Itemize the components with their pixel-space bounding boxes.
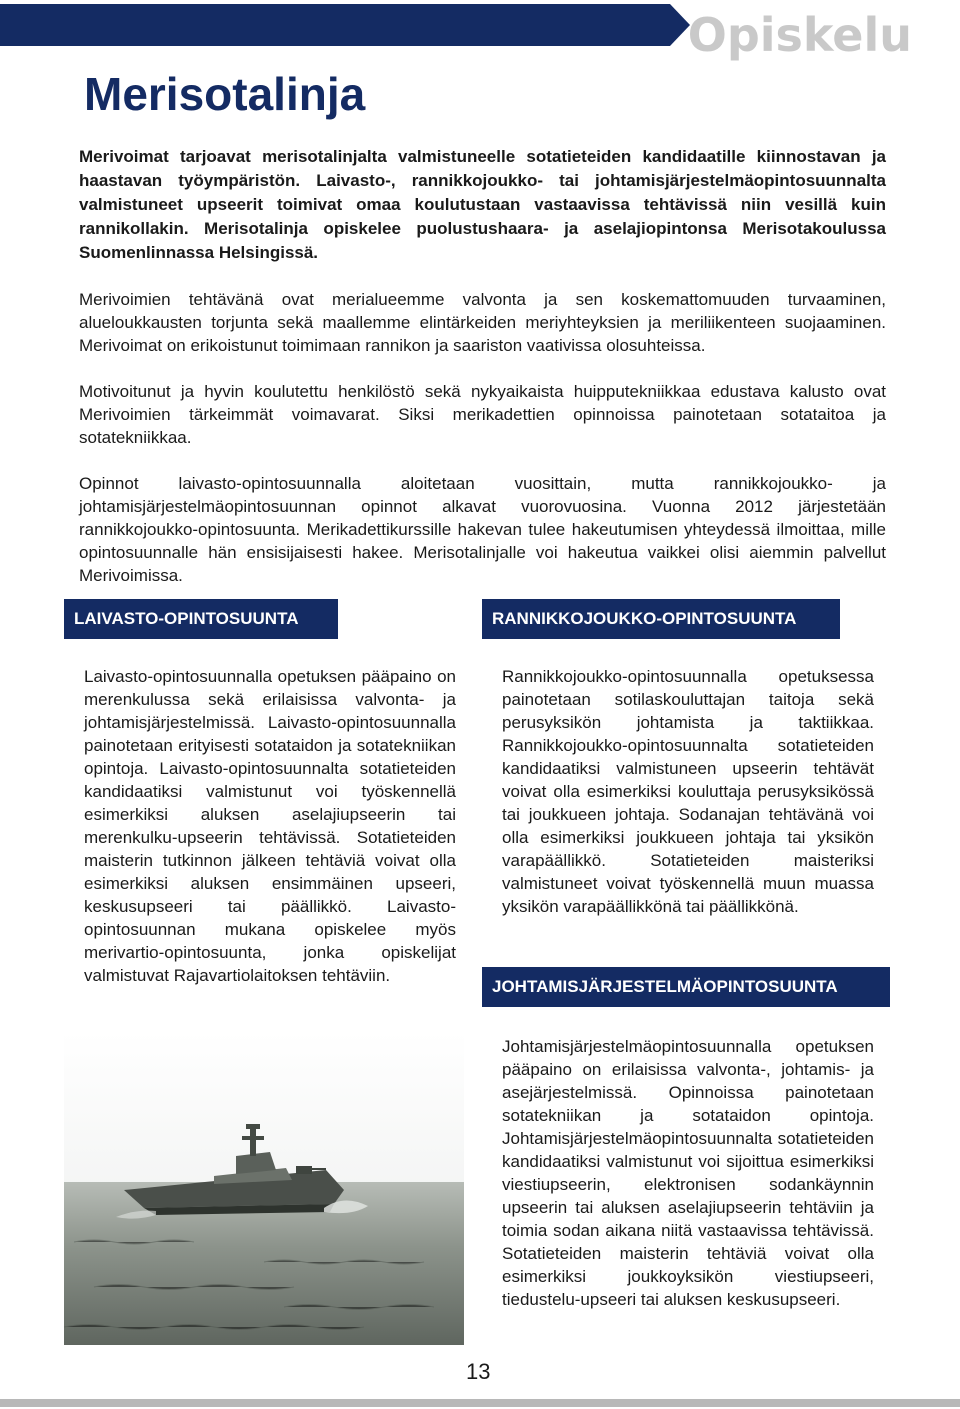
body-paragraph: Motivoitunut ja hyvin koulutettu henkilöstö sekä nykyaikaista huipputekniikkaa edustava kalusto ovat Merivoimien tärkeimmät voimavarat. Siksi merikadettien opinnoissa painotetaan sotataitoa ja sotatekniikkaa. bbox=[79, 382, 886, 447]
body-paragraph: Opinnot laivasto-opintosuunnalla aloitetaan vuosittain, mutta rannikkojoukko- ja johtamisjärjestelmäopintosuunnan opinnot alkavat vuorovuosina. Vuonna 2012 järjestetään rannikkojoukko-opintosuunta. Merikadettikurssille hakevan tulee hakeutumisen yhteydessä ilmoittaa, mille opintosuunnalle hän ensisijaisesti hakee. Merisotalinjalle voi hakeutua vaikkei olisi aiemmin palvellut Merivoimissa. bbox=[79, 474, 886, 585]
johtamis-text: Johtamisjärjestelmäopintosuunnalla opetuksen pääpaino on erilaisissa valvonta-, johtamis- ja asejärjestelmissä. Opinnoissa painotetaan sotatekniikan ja sotataidon opintoja. Johtamisjärjestelmäopintosuunnalta sotatieteiden kandidaatiksi valmistunut voi sijoittua esimerkiksi viestiupseerin, elektronisen sodankäynnin upseerin tai aluksen aselajiupseerin tehtäviin ja toimia sodan aikana niitä vastaavissa tehtävissä. Sotatieteiden maisterin tehtäviä voivat olla esimerkiksi joukkoyksikön viestiupseeri, tiedustelu-upseeri tai aluksen keskusupseeri. bbox=[502, 1037, 874, 1309]
page-title: Merisotalinja bbox=[84, 68, 366, 120]
page-number: 13 bbox=[466, 1359, 491, 1384]
body-paragraph: Merivoimien tehtävänä ovat merialueemme valvonta ja sen koskemattomuuden turvaaminen, alueloukkausten torjunta sekä maallemme elintärkeiden meriyhteyksien ja meriliikenteen suojaaminen. Merivoimat on erikoistunut toimimaan rannikon ja saariston vaativissa olosuhteissa. bbox=[79, 290, 886, 355]
rannikko-heading: RANNIKKOJOUKKO-OPINTOSUUNTA bbox=[482, 599, 840, 639]
laivasto-heading: LAIVASTO-OPINTOSUUNTA bbox=[64, 599, 338, 639]
section-label: Opiskelu bbox=[687, 8, 912, 62]
johtamis-heading: JOHTAMISJÄRJESTELMÄOPINTOSUUNTA bbox=[482, 967, 890, 1007]
intro-paragraph: Merivoimat tarjoavat merisotalinjalta valmistuneelle sotatieteiden kandidaatille kiinnostavan ja haastavan työympäristön. Laivasto-, rannikkojoukko- tai johtamisjärjestelmäopintosuunnalta valmistuneet upseerit toimivat omaa koulutustaan vastaavissa tehtävissä niin vesillä kuin rannikollakin. Merisotalinja opiskelee puolustushaara- ja aselajiopintonsa Merisotakoulussa Suomenlinnassa Helsingissä. bbox=[79, 147, 886, 262]
laivasto-text: Laivasto-opintosuunnalla opetuksen pääpaino on merenkulussa sekä erilaisissa valvonta- ja johtamisjärjestelmissä. Laivasto-opintosuunnalla painotetaan erityisesti sotataidon ja sotatekniikan opintoja. Laivasto-opintosuunnalta sotatieteiden kandidaatiksi valmistunut voi työskennellä esimerkiksi aluksen aselajiupseerin tai merenkulku-upseerin tehtävissä. Sotatieteiden maisterin tutkinnon jälkeen tehtäviä voivat olla esimerkiksi aluksen ensimmäinen upseeri, keskusupseeri tai päällikkö. Laivasto-opintosuunnan mukana opiskelee myös merivartio-opintosuunta, jonka opiskelijat valmistuvat Rajavartiolaitoksen tehtäviin. bbox=[84, 667, 456, 985]
warship-photo bbox=[64, 1032, 464, 1345]
header-band bbox=[0, 4, 690, 46]
rannikko-text: Rannikkojoukko-opintosuunnalla opetuksessa painotetaan sotilaskouluttajan taitoja sekä perusyksikön johtamista ja taktiikkaa. Rannikkojoukko-opintosuunnalta sotatieteiden kandidaatiksi valmistuneen upseerin tehtävät voivat olla esimerkiksi kouluttaja perusyksikössä tai joukkueen johtaja. Sodanajan tehtävänä voi olla esimerkiksi joukkueen johtaja tai yksikön varapäällikkö. Sotatieteiden maisteriksi valmistuneet voivat työskennellä muun muassa yksikön varapäällikkönä tai päällikkönä. bbox=[502, 667, 874, 916]
footer-rule bbox=[0, 1399, 960, 1407]
